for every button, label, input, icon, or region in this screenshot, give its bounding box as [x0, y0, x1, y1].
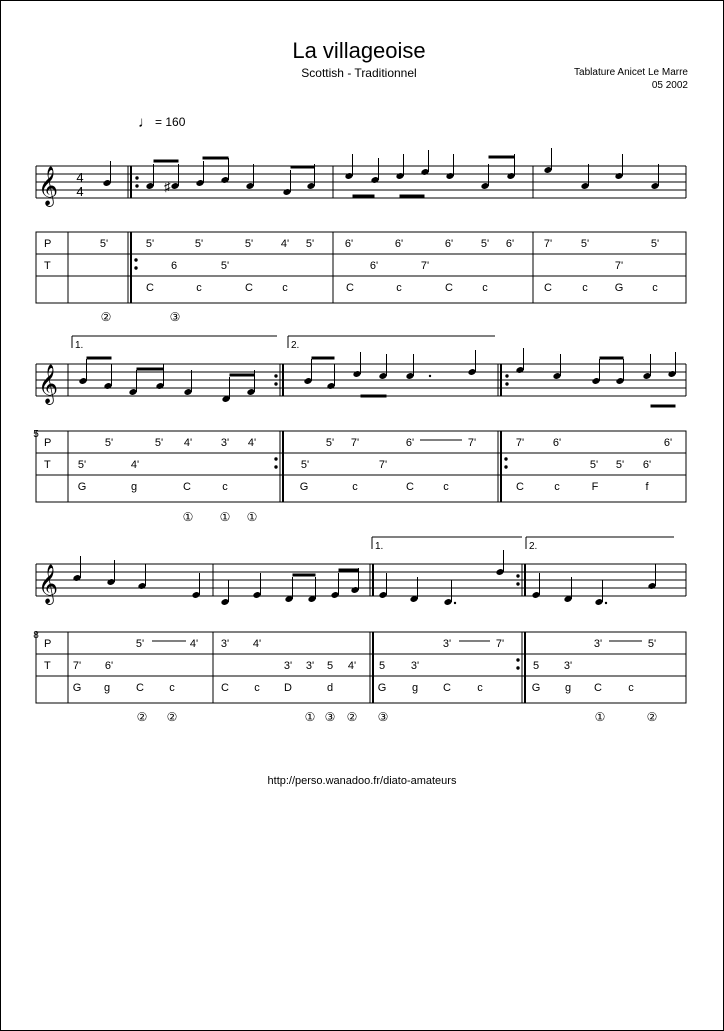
- finger-number: ③: [169, 310, 181, 324]
- chord-symbol: G: [77, 481, 87, 493]
- chord-symbol: c: [282, 282, 288, 294]
- volta-label: 1.: [75, 340, 84, 351]
- chord-symbol: C: [136, 682, 144, 694]
- pull-tab-number: 3': [563, 660, 573, 672]
- chord-symbol: c: [196, 282, 202, 294]
- push-tab-number: 4': [280, 238, 290, 250]
- time-signature-bottom: 4: [76, 184, 84, 199]
- repeat-dot: [516, 658, 519, 661]
- pull-tab-number: 7': [420, 260, 430, 272]
- pull-tab-number: 6': [642, 459, 652, 471]
- chord-symbol: g: [564, 682, 572, 694]
- push-tab-number: 4': [252, 638, 262, 650]
- repeat-dot: [504, 457, 507, 460]
- sharp-icon: ♯: [164, 179, 171, 194]
- push-row-label: P: [44, 437, 52, 449]
- pull-tab-number: 5': [589, 459, 599, 471]
- push-tab-number: 3': [220, 437, 230, 449]
- repeat-dot: [274, 457, 277, 460]
- chord-symbol: C: [443, 682, 451, 694]
- pull-tab-number: 7': [614, 260, 624, 272]
- pull-tab-number: 7': [72, 660, 82, 672]
- push-tab-number: 5': [650, 238, 660, 250]
- quarter-note-icon: ♩: [138, 114, 153, 131]
- chord-symbol: C: [544, 282, 552, 294]
- pull-tab-number: 3': [283, 660, 293, 672]
- push-tab-number: 5': [325, 437, 335, 449]
- push-tab-number: 7': [515, 437, 525, 449]
- pull-tab-number: 5: [532, 660, 540, 672]
- finger-number: ③: [377, 710, 389, 724]
- repeat-dot: [516, 666, 519, 669]
- chord-symbol: c: [169, 682, 175, 694]
- finger-number: ②: [646, 710, 658, 724]
- time-signature-top: 4: [76, 170, 84, 185]
- finger-number: ②: [346, 710, 358, 724]
- treble-clef-icon: 𝄞: [38, 167, 59, 205]
- push-tab-number: 7': [495, 638, 505, 650]
- push-tab-number: 3': [220, 638, 230, 650]
- chord-symbol: c: [222, 481, 228, 493]
- chord-symbol: F: [591, 481, 599, 493]
- repeat-dot: [274, 374, 277, 377]
- pull-row-label: T: [44, 260, 51, 272]
- pull-tab-number: 3': [305, 660, 315, 672]
- chord-symbol: G: [299, 481, 309, 493]
- tab-frame: [36, 632, 686, 703]
- repeat-dot: [135, 184, 138, 187]
- footer-url[interactable]: http://perso.wanadoo.fr/diato-amateurs: [267, 775, 457, 787]
- chord-symbol: c: [652, 282, 658, 294]
- finger-number: ①: [246, 510, 258, 524]
- volta-label: 2.: [291, 340, 300, 351]
- repeat-dot: [516, 574, 519, 577]
- push-tab-number: 7': [467, 437, 477, 449]
- push-tab-number: 4': [189, 638, 199, 650]
- treble-clef-icon: 𝄞: [38, 565, 59, 603]
- chord-symbol: c: [628, 682, 634, 694]
- chord-symbol: C: [245, 282, 253, 294]
- chord-symbol: C: [183, 481, 191, 493]
- chord-symbol: c: [443, 481, 449, 493]
- pull-row-label: T: [44, 660, 51, 672]
- push-tab-number: 5': [647, 638, 657, 650]
- pull-tab-number: 4': [130, 459, 140, 471]
- pull-row-label: T: [44, 459, 51, 471]
- pull-tab-number: 5: [326, 660, 334, 672]
- volta-label: 2.: [529, 541, 538, 552]
- push-tab-number: 5': [104, 437, 114, 449]
- chord-symbol: G: [72, 682, 82, 694]
- chord-symbol: f: [645, 481, 649, 493]
- pull-tab-number: 7': [378, 459, 388, 471]
- pull-tab-number: 6': [104, 660, 114, 672]
- chord-symbol: g: [130, 481, 138, 493]
- pull-tab-number: 5': [300, 459, 310, 471]
- pull-tab-number: 5: [378, 660, 386, 672]
- chord-symbol: C: [346, 282, 354, 294]
- push-row-label: P: [44, 238, 52, 250]
- push-tab-number: 3': [442, 638, 452, 650]
- push-tab-number: 6': [552, 437, 562, 449]
- chord-symbol: c: [477, 682, 483, 694]
- song-subtitle: Scottish - Traditionnel: [301, 66, 417, 80]
- repeat-dot: [516, 582, 519, 585]
- chord-symbol: C: [445, 282, 453, 294]
- pull-tab-number: 5': [615, 459, 625, 471]
- chord-symbol: c: [396, 282, 402, 294]
- chord-symbol: c: [482, 282, 488, 294]
- push-tab-number: 6': [394, 238, 404, 250]
- finger-number: ②: [166, 710, 178, 724]
- push-tab-number: 5': [145, 238, 155, 250]
- push-tab-number: 6': [663, 437, 673, 449]
- volta-label: 1.: [375, 541, 384, 552]
- chord-symbol: C: [221, 682, 229, 694]
- chord-symbol: c: [352, 481, 358, 493]
- finger-number: ③: [324, 710, 336, 724]
- finger-number: ①: [219, 510, 231, 524]
- chord-symbol: c: [554, 481, 560, 493]
- chord-symbol: C: [516, 481, 524, 493]
- chord-symbol: D: [284, 682, 292, 694]
- push-tab-number: 5': [480, 238, 490, 250]
- finger-number: ①: [594, 710, 606, 724]
- repeat-dot: [134, 258, 137, 261]
- push-tab-number: 5': [99, 238, 109, 250]
- chord-symbol: c: [254, 682, 260, 694]
- push-tab-number: 5': [305, 238, 315, 250]
- tempo-value: = 160: [155, 115, 186, 129]
- measure-number: 8: [33, 630, 39, 641]
- chord-symbol: G: [614, 282, 624, 294]
- repeat-dot: [135, 176, 138, 179]
- pull-tab-number: 5': [220, 260, 230, 272]
- push-tab-number: 5': [135, 638, 145, 650]
- dotted-note: [605, 602, 607, 604]
- dotted-note: [429, 375, 431, 377]
- push-tab-number: 5': [244, 238, 254, 250]
- treble-clef-icon: 𝄞: [38, 365, 59, 403]
- pull-tab-number: 3': [410, 660, 420, 672]
- finger-number: ①: [304, 710, 316, 724]
- push-tab-number: 7': [350, 437, 360, 449]
- repeat-dot: [134, 266, 137, 269]
- chord-symbol: g: [411, 682, 419, 694]
- repeat-dot: [274, 382, 277, 385]
- repeat-dot: [504, 465, 507, 468]
- push-tab-number: 3': [593, 638, 603, 650]
- repeat-dot: [505, 374, 508, 377]
- chord-symbol: C: [146, 282, 154, 294]
- repeat-dot: [505, 382, 508, 385]
- push-tab-number: 5': [154, 437, 164, 449]
- pull-tab-number: 5': [77, 459, 87, 471]
- push-tab-number: 6': [344, 238, 354, 250]
- chord-symbol: C: [594, 682, 602, 694]
- push-tab-number: 6': [505, 238, 515, 250]
- repeat-dot: [274, 465, 277, 468]
- chord-symbol: C: [406, 481, 414, 493]
- chord-symbol: G: [377, 682, 387, 694]
- measure-number: 5: [33, 429, 39, 440]
- push-tab-number: 6': [444, 238, 454, 250]
- push-tab-number: 6': [405, 437, 415, 449]
- pull-tab-number: 6: [170, 260, 178, 272]
- push-tab-number: 4': [183, 437, 193, 449]
- dotted-note: [454, 602, 456, 604]
- chord-symbol: G: [531, 682, 541, 694]
- finger-number: ②: [136, 710, 148, 724]
- chord-symbol: d: [326, 682, 334, 694]
- finger-number: ①: [182, 510, 194, 524]
- credit-author: Tablature Anicet Le Marre: [574, 67, 688, 78]
- push-tab-number: 7': [543, 238, 553, 250]
- push-tab-number: 5': [580, 238, 590, 250]
- chord-symbol: c: [582, 282, 588, 294]
- push-tab-number: 4': [247, 437, 257, 449]
- push-row-label: P: [44, 638, 52, 650]
- chord-symbol: g: [103, 682, 111, 694]
- credit-date: 05 2002: [651, 80, 688, 91]
- push-tab-number: 5': [194, 238, 204, 250]
- song-title: La villageoise: [292, 38, 426, 63]
- finger-number: ②: [100, 310, 112, 324]
- pull-tab-number: 6': [369, 260, 379, 272]
- pull-tab-number: 4': [347, 660, 357, 672]
